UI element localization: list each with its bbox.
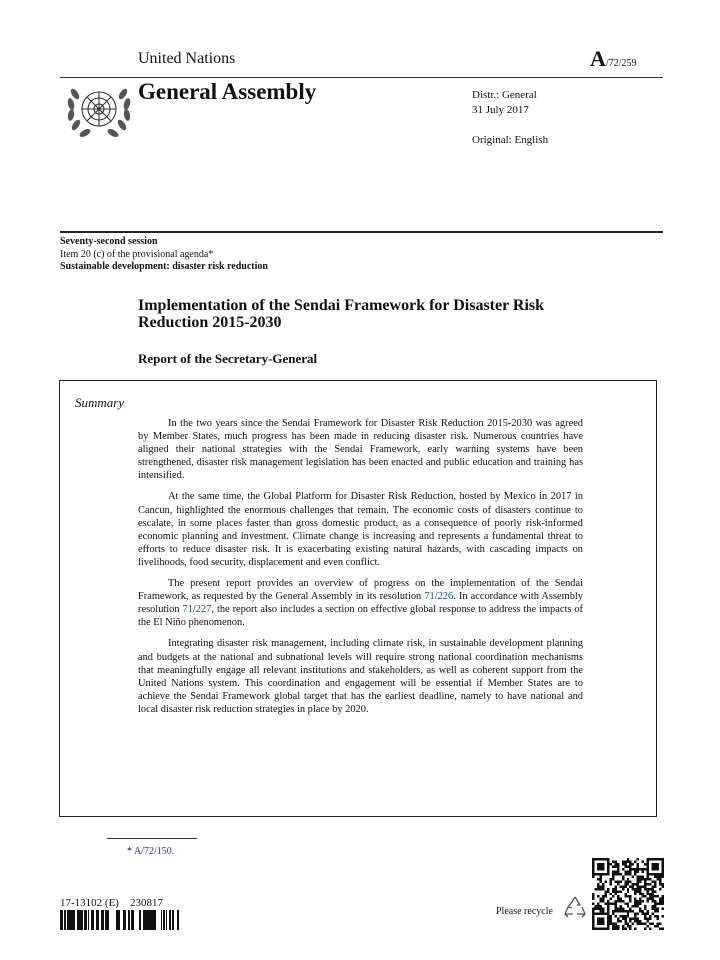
footnote <box>127 846 174 857</box>
recycle-icon <box>562 894 588 920</box>
document-symbol <box>590 46 636 72</box>
distribution-info <box>472 88 537 118</box>
summary-paragraph-4: Integrating disaster risk management, including climate risk, in sustainable development planning and budgets at the national and subnational levels will require strong national coordination mechanisms that meaningfully engage all relevant institutions and stakeholders, as well as coherent support from the United Nations system. This coordination and engagement will be essential if Member States are to achieve the Sendai Framework global target that has the earliest deadline, namely to have national and local disaster risk reduction strategies in place by 2020. <box>138 638 583 715</box>
distribution: Distr.: General <box>472 89 537 101</box>
summary-paragraph-3 <box>138 577 583 629</box>
paragraph-3-text-c: , the report also includes a section on effective global response to address the impacts of the El Niño phenomenon. <box>138 604 583 629</box>
resolution-71-226-link[interactable]: 71/226 <box>424 591 454 603</box>
footnote-link[interactable]: A/72/150. <box>133 846 175 857</box>
barcode-icon <box>60 910 184 930</box>
summary-paragraph-2: At the same time, the Global Platform for Disaster Risk Reduction, hosted by Mexico in 2017 in Cancun, highlighted the enormous challenges that remain. The economic costs of disasters continue to escalate, in some places faster than gross domestic product, as a consequence of poorly risk-informed economic planning and investment. Climate change is increasing and represents a fundamental threat to efforts to reduce disaster risk. It is exacerbating existing natural hazards, with cascading impacts on livelihoods, food security, displacement and even conflict. <box>138 491 583 568</box>
session-info <box>60 236 268 274</box>
un-emblem-icon <box>62 80 136 142</box>
recycle-text: Please recycle <box>496 906 553 917</box>
header-rule <box>60 77 663 78</box>
summary-label: Summary <box>75 395 125 410</box>
original-language: Original: English <box>472 134 549 146</box>
agenda-item: Item 20 (c) of the provisional agenda* <box>60 248 214 260</box>
paragraph-3-text-b: . In accordance with Assembly resolution <box>138 591 583 616</box>
summary-body <box>138 417 583 724</box>
footnote-marker: * <box>127 846 132 857</box>
resolution-71-227-link[interactable]: 71/227 <box>182 604 212 616</box>
symbol-prefix: A <box>590 46 606 71</box>
document-subtitle: Report of the Secretary-General <box>138 351 318 366</box>
organ-title: General Assembly <box>138 79 317 104</box>
session-name: Seventy-second session <box>60 236 158 247</box>
issue-date: 31 July 2017 <box>472 104 529 116</box>
symbol-suffix: /72/259 <box>605 58 637 69</box>
session-rule <box>60 231 663 233</box>
agenda-topic: Sustainable development: disaster risk reduction <box>60 261 268 272</box>
footnote-rule <box>107 838 197 839</box>
summary-paragraph-1: In the two years since the Sendai Framework for Disaster Risk Reduction 2015-2030 was agreed by Member States, much progress has been made in reducing disaster risk. Numerous countries have aligned their national strategies with the Sendai Framework, early warning systems have been strengthened, disaster risk management legislation has been enacted and public education and training has intensified. <box>138 418 583 482</box>
job-number: 17-13102 (E) 230817 <box>60 897 163 909</box>
qr-code-icon <box>592 858 664 930</box>
paragraph-3-text-a: The present report provides an overview of progress on the implementation of the Sendai Framework, as requested by the General Assembly in its resolution <box>138 578 583 603</box>
org-name: United Nations <box>138 50 236 67</box>
document-title: Implementation of the Sendai Framework for Disaster Risk Reduction 2015-2030 <box>138 297 545 331</box>
